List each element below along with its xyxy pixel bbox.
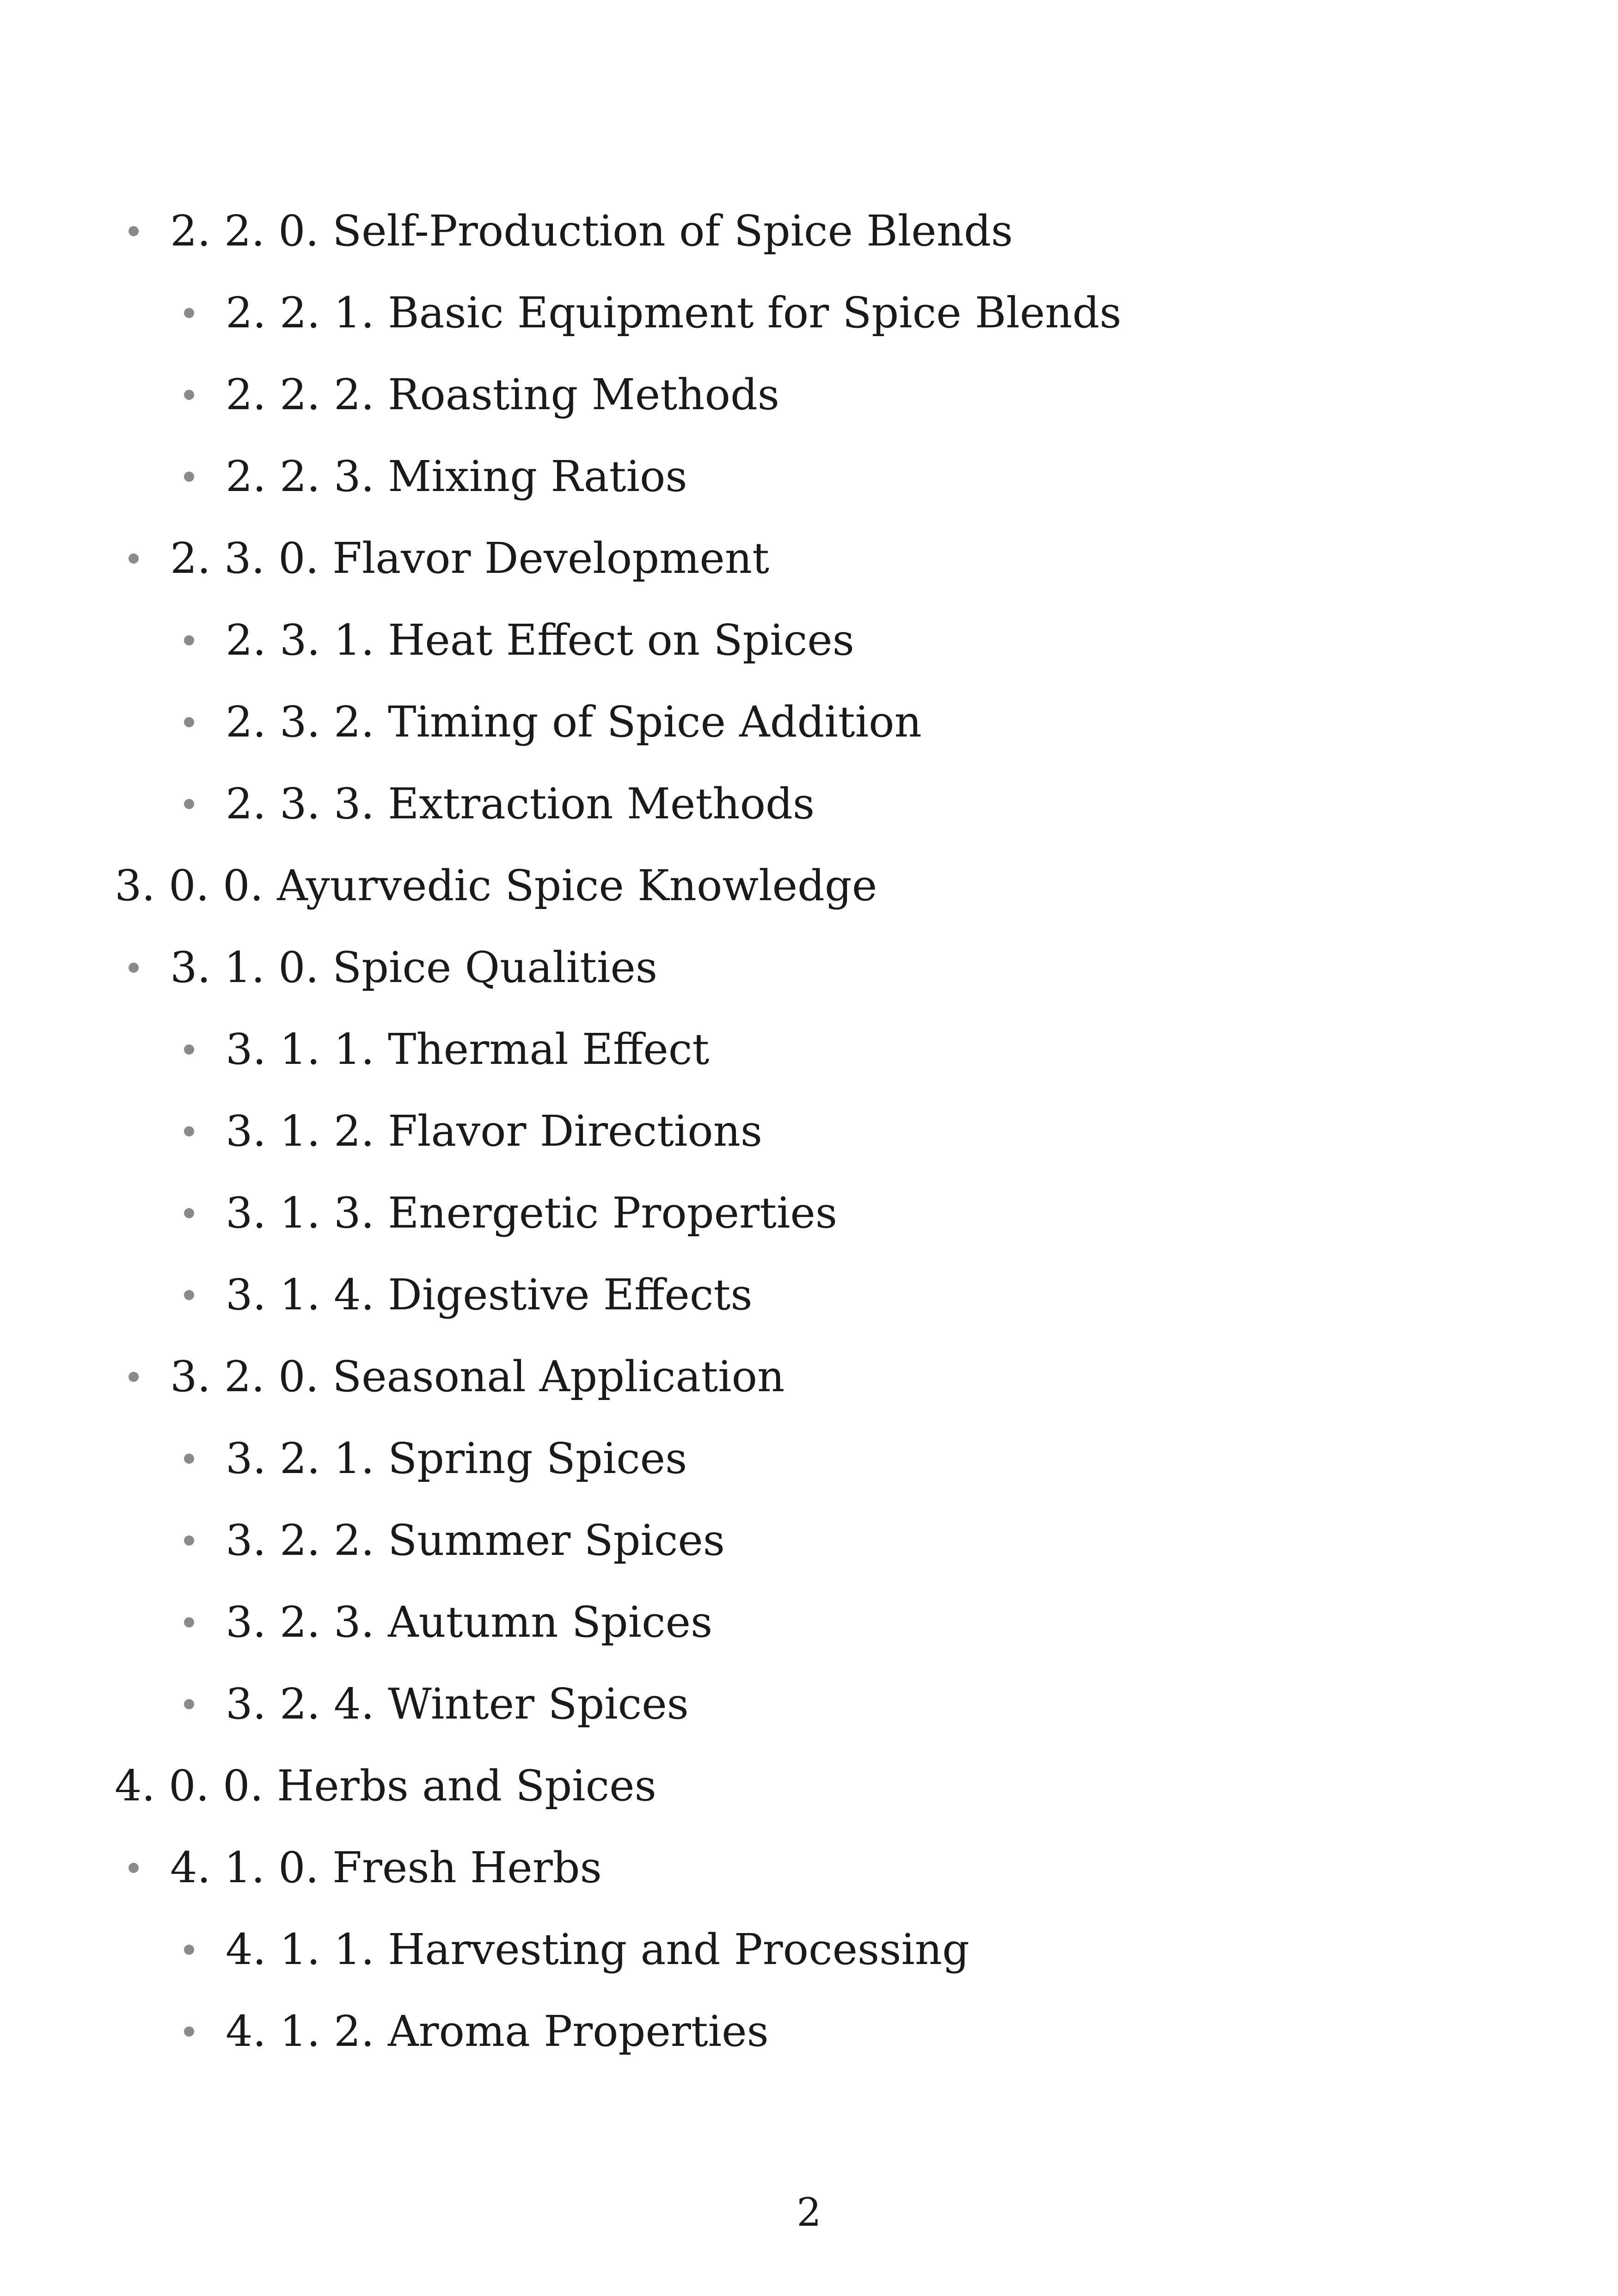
- toc-entry-text: 2. 3. 2. Timing of Spice Addition: [226, 697, 922, 747]
- toc-entry-text: 2. 3. 0. Flavor Development: [170, 534, 769, 583]
- bullet-icon: [184, 1208, 194, 1218]
- bullet-icon: [129, 553, 139, 564]
- bullet-icon: [184, 1044, 194, 1055]
- toc-entry-text: 3. 2. 1. Spring Spices: [226, 1434, 687, 1483]
- bullet-icon: [184, 472, 194, 482]
- toc-entry-text: 4. 1. 0. Fresh Herbs: [170, 1843, 602, 1892]
- toc-entry-text: 3. 0. 0. Ayurvedic Spice Knowledge: [115, 861, 877, 910]
- toc-entry-text: 3. 1. 3. Energetic Properties: [226, 1188, 838, 1238]
- toc-subsection: [226, 1188, 837, 1239]
- toc-subsection: [226, 779, 815, 829]
- toc-entry-text: 3. 2. 2. Summer Spices: [226, 1516, 725, 1565]
- toc-entry-text: 3. 1. 4. Digestive Effects: [226, 1270, 753, 1320]
- toc-entry-text: 2. 2. 0. Self-Production of Spice Blends: [170, 206, 1013, 256]
- toc-entry-text: 2. 2. 2. Roasting Methods: [226, 370, 779, 419]
- toc-section: [170, 533, 769, 584]
- toc-subsection: [226, 1597, 712, 1648]
- bullet-icon: [184, 1945, 194, 1955]
- toc-section: [170, 206, 1013, 257]
- toc-subsection: [226, 615, 854, 666]
- toc-entry-text: 2. 3. 3. Extraction Methods: [226, 779, 815, 829]
- toc-entry-text: 3. 1. 2. Flavor Directions: [226, 1106, 763, 1156]
- toc-subsection: [226, 1515, 725, 1566]
- toc-entry-text: 4. 1. 2. Aroma Properties: [226, 2007, 769, 2056]
- bullet-icon: [184, 717, 194, 727]
- bullet-icon: [129, 1863, 139, 1873]
- toc-entry-text: 2. 3. 1. Heat Effect on Spices: [226, 615, 854, 665]
- bullet-icon: [129, 1372, 139, 1382]
- bullet-icon: [184, 635, 194, 645]
- bullet-icon: [184, 1535, 194, 1546]
- toc-section: [170, 1351, 784, 1402]
- bullet-icon: [129, 963, 139, 973]
- toc-entry-text: 3. 2. 0. Seasonal Application: [170, 1352, 785, 1401]
- bullet-icon: [184, 390, 194, 400]
- toc-entry-text: 4. 1. 1. Harvesting and Processing: [226, 1925, 970, 1974]
- bullet-icon: [129, 226, 139, 236]
- bullet-icon: [184, 1617, 194, 1627]
- toc-chapter: [115, 1761, 656, 1811]
- toc-subsection: [226, 1270, 753, 1320]
- toc-entry-text: 3. 1. 1. Thermal Effect: [226, 1025, 710, 1074]
- bullet-icon: [184, 1699, 194, 1709]
- toc-subsection: [226, 1024, 709, 1075]
- toc-entry-text: 2. 2. 3. Mixing Ratios: [226, 452, 687, 501]
- toc-entry-text: 3. 2. 4. Winter Spices: [226, 1679, 689, 1729]
- bullet-icon: [184, 1454, 194, 1464]
- bullet-icon: [184, 2026, 194, 2037]
- toc-subsection: [226, 1433, 687, 1484]
- toc-entry-text: 2. 2. 1. Basic Equipment for Spice Blends: [226, 288, 1122, 338]
- bullet-icon: [184, 1290, 194, 1300]
- toc-entry-text: 3. 2. 3. Autumn Spices: [226, 1597, 713, 1647]
- toc-subsection: [226, 451, 687, 502]
- toc-chapter: [115, 860, 877, 911]
- toc-subsection: [226, 369, 779, 420]
- toc-entry-text: 3. 1. 0. Spice Qualities: [170, 943, 658, 992]
- toc-subsection: [226, 1679, 689, 1730]
- page-number: 2: [797, 2190, 821, 2235]
- toc-subsection: [226, 1924, 969, 1975]
- toc-section: [170, 1842, 602, 1893]
- toc-section: [170, 942, 657, 993]
- toc-entry-text: 4. 0. 0. Herbs and Spices: [115, 1761, 656, 1811]
- toc-subsection: [226, 1106, 762, 1157]
- toc-subsection: [226, 697, 922, 748]
- bullet-icon: [184, 1126, 194, 1136]
- toc-subsection: [226, 2006, 769, 2057]
- bullet-icon: [184, 799, 194, 809]
- bullet-icon: [184, 308, 194, 318]
- toc-subsection: [226, 288, 1122, 338]
